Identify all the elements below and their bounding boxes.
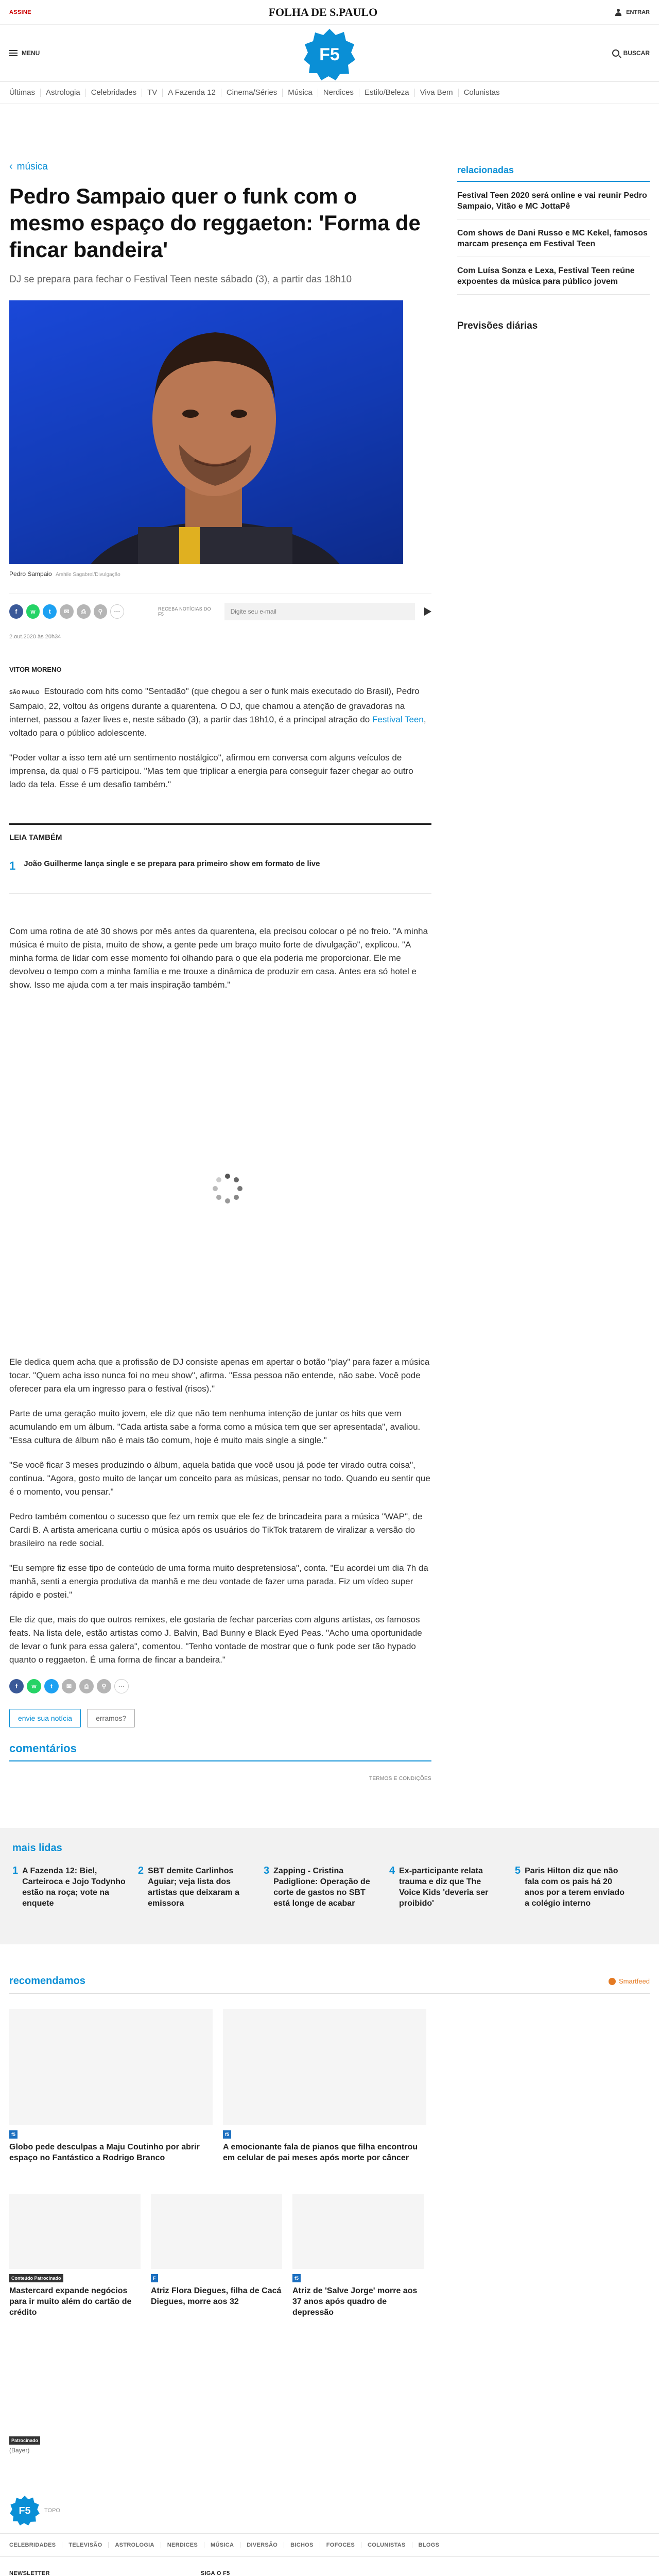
daily-horoscope-title: Previsões diárias [457,320,538,331]
source-badge: f5 [9,2130,18,2139]
section-kicker[interactable]: ‹ música [9,161,48,172]
whatsapp-share-icon[interactable]: w [27,1679,41,1693]
more-icon[interactable]: ··· [114,1679,129,1693]
chevron-left-icon: ‹ [9,161,13,172]
related-title: relacionadas [457,165,650,182]
read-also-item[interactable]: 1 João Guilherme lança single e se prepara para primeiro show em formato de live [9,859,431,894]
folha-logo[interactable]: FOLHA DE S.PAULO [268,5,378,19]
recommended-card[interactable]: f5 A emocionante fala de pianos que filha encontrou em celular de pai meses após morte por câncer [223,2009,426,2163]
paragraph: "Se você ficar 3 meses produzindo o álbum, aquela batida que você usou já pode ter virado outra coisa", continua. "Agora, gosto muito de lançar um conceito para as músicas, pensar no todo. Quando eu sentir que é o momento, vou pensar." [9,1460,430,1497]
paragraph: Ele dedica quem acha que a profissão de DJ consiste apenas em apertar o botão "play" para fazer a música tocar. "Quem acha isso nunca foi no meu show", afirma. "Essa pessoa não entende, não sabe. Você pode oferecer para ela um ingresso para o festival (risos)." [9,1357,430,1394]
card-thumbnail [9,2009,213,2125]
footer-newsletter-label: NEWSLETTER [9,2570,50,2576]
photo-caption: Pedro Sampaio Arshile Sagabrel/Divulgação [9,570,120,578]
article-headline: Pedro Sampaio quer o funk com o mesmo espaço do reggaeton: 'Forma de fincar bandeira' [9,184,421,262]
portrait-illustration [9,300,403,564]
paragraph: SÃO PAULO Estourado com hits como "Sentadão" (que chegou a ser o funk mais executado do Brasil), Pedro Sampaio, 22, voltou às origens durante a quarentena. O DJ, que chamou a atenção de gravadoras na internet, passou a fazer lives e, neste sábado (3), a partir das 18h10, é a principal atração do Festival Teen, voltado para o público adolescente. [9,686,426,738]
read-also-box [9,823,431,894]
footer-nav-item[interactable]: ASTROLOGIA [109,2542,161,2548]
utility-bar [0,0,659,25]
loading-spinner-icon [211,1172,244,1205]
source-badge: F [151,2274,158,2282]
email-share-icon[interactable]: ✉ [60,604,74,619]
user-icon [615,9,622,16]
footer-brand [0,2495,659,2526]
footer-nav-item[interactable]: FOFOCES [320,2542,361,2548]
back-to-top-link[interactable]: TOPO [44,2507,60,2514]
more-icon[interactable]: ··· [110,604,124,619]
paragraph: "Eu sempre fiz esse tipo de conteúdo de uma forma muito despretensiosa", conta. "Eu acordei um dia 7h da manhã, senti a energia produtiva da manhã e me deu vontade de fazer uma parada. Fiz um vídeo super rápido e postei." [9,1563,428,1600]
twitter-share-icon[interactable]: t [44,1679,59,1693]
recommended-card[interactable]: F Atriz Flora Diegues, filha de Cacá Diegues, morre aos 32 [151,2194,282,2318]
newsletter-inline: RECEBA NOTÍCIAS DO F5 Digite seu e-mail [158,603,431,620]
comments-title: comentários [9,1742,431,1761]
footer-bottom [0,2557,659,2576]
site-header [0,25,659,81]
svg-text:F5: F5 [19,2505,31,2517]
paragraph: Pedro também comentou o sucesso que fez um remix que ele fez de brincadeira para a música "WAP", de Cardi B. A artista americana curtiu o música após os usuários do TikTok tratarem de viralizar a versão do brasileiro na rede social. [9,1512,423,1548]
nav-item-estilo-beleza[interactable]: Estilo/Beleza [359,89,415,97]
sponsored-badge: Conteúdo Patrocinado [9,2274,63,2282]
copyright-notice [354,2570,650,2576]
nav-item-celebridades[interactable]: Celebridades [86,89,142,97]
email-share-icon[interactable]: ✉ [62,1679,76,1693]
footer-nav-item[interactable]: DIVERSÃO [240,2542,284,2548]
facebook-share-icon[interactable]: f [9,1679,24,1693]
f5-logo[interactable] [303,28,356,81]
nav-item-viva-bem[interactable]: Viva Bem [415,89,459,97]
nav-item-ultimas[interactable]: Últimas [9,89,41,97]
nav-item-cinema-series[interactable]: Cinema/Séries [221,89,283,97]
nav-item-colunistas[interactable]: Colunistas [463,88,500,97]
sidebar [457,104,650,1782]
newsletter-email-input[interactable] [224,603,415,620]
terms-link[interactable]: TERMOS E CONDIÇÕES [369,1776,431,1782]
search-button[interactable]: BUSCAR [612,49,650,57]
sponsor-name: (Bayer) [9,2447,30,2454]
recommended-title: recomendamos [9,1975,85,1987]
link-icon[interactable]: ⚲ [97,1679,111,1693]
sponsored-card[interactable] [9,2431,650,2454]
smartfeed-brand[interactable]: Smartfeed [609,1977,650,1985]
most-read-item[interactable]: 3 Zapping - Cristina Padiglione: Operação de corte de gastos no SBT está longe de acabar [264,1865,370,1908]
print-icon[interactable]: ⎙ [77,604,91,619]
send-news-button[interactable]: envie sua notícia [9,1709,81,1727]
footer-nav-item[interactable]: NERDICES [161,2542,204,2548]
link-icon[interactable]: ⚲ [94,604,108,619]
send-icon[interactable] [424,607,431,616]
nav-item-a-fazenda[interactable]: A Fazenda 12 [163,89,221,97]
paragraph: Parte de uma geração muito jovem, ele diz que não tem nenhuma intenção de juntar os hits que vem acumulando em um álbum. "Cada artista sabe a forma como a música tem que ser apresentada", avaliou. "Essa cultura de álbum não é mais tão comum, hoje é muito mais single a single." [9,1409,421,1445]
card-thumbnail [9,2194,141,2269]
publish-date: 2.out.2020 às 20h34 [9,634,61,640]
footer-nav-item[interactable]: COLUNISTAS [361,2542,412,2548]
follow-label: SIGA O F5 [200,2570,230,2576]
source-badge: f5 [223,2130,231,2139]
subscribe-link[interactable]: ASSINE [9,9,31,15]
article-subhead: DJ se prepara para fechar o Festival Teen neste sábado (3), a partir das 18h10 [9,274,352,285]
nav-item-musica[interactable]: Música [283,89,318,97]
card-thumbnail [223,2009,426,2125]
menu-button[interactable]: MENU [9,49,40,57]
related-item[interactable]: Com shows de Dani Russo e MC Kekel, famosos marcam presença em Festival Teen [457,219,650,257]
most-read [0,1828,659,1944]
card-thumbnail [151,2194,282,2269]
author-name[interactable]: VITOR MORENO [9,666,62,673]
related-item[interactable]: Com Luísa Sonza e Lexa, Festival Teen reúne expoentes da música para público jovem [457,257,650,295]
share-bar-bottom [9,1679,431,1693]
most-read-title: mais lidas [12,1842,62,1854]
related-item[interactable]: Festival Teen 2020 será online e vai reunir Pedro Sampaio, Vitão e MC JottaPê [457,182,650,219]
paragraph: "Poder voltar a isso tem até um sentimento nostálgico", afirmou em conversa com alguns veículos de imprensa, da qual o F5 participou. "Mas tem que triplicar a energia para conseguir fazer chegar ao outro lado da tela. Esse é um desafio também." [9,753,413,789]
article-actions [9,1709,431,1727]
most-read-item[interactable]: 4 Ex-participante relata trauma e diz que The Voice Kids 'deveria ser proibido' [389,1865,489,1908]
section-nav [0,81,659,104]
twitter-share-icon[interactable]: t [43,604,57,619]
login-button[interactable]: ENTRAR [615,9,650,16]
recommended-card[interactable]: f5 Atriz de 'Salve Jorge' morre aos 37 anos após quadro de depressão [292,2194,424,2318]
most-read-item[interactable]: 2 SBT demite Carlinhos Aguiar; veja lista dos artistas que deixaram a emissora [138,1865,239,1908]
footer-nav-item[interactable]: BICHOS [284,2542,320,2548]
report-error-button[interactable]: erramos? [87,1709,135,1727]
hamburger-icon [9,50,18,56]
nav-item-astrologia[interactable]: Astrologia [41,89,86,97]
recommended-card[interactable]: Conteúdo Patrocinado Mastercard expande negócios para ir muito além do cartão de crédito [9,2194,141,2318]
most-read-item[interactable]: 5 Paris Hilton diz que não fala com os pais há 20 anos por a terem enviado a colégio interno [515,1865,625,1908]
article [9,104,431,1782]
print-icon[interactable]: ⎙ [79,1679,94,1693]
sponsored-badge: Patrocinado [9,2436,40,2445]
footer-nav-item[interactable]: CELEBRIDADES [9,2542,62,2548]
whatsapp-share-icon[interactable]: w [26,604,40,619]
card-thumbnail [292,2194,424,2269]
video-embed[interactable] [9,1009,431,1344]
footer-nav-item[interactable]: MÚSICA [204,2542,240,2548]
source-badge: f5 [292,2274,301,2282]
nav-item-nerdices[interactable]: Nerdices [318,89,359,97]
most-read-list [12,1866,647,1909]
read-also-title: LEIA TAMBÉM [9,833,62,842]
footer-nav [0,2533,659,2557]
footer-nav-item[interactable]: BLOGS [418,2542,440,2548]
smartfeed-icon [609,1978,616,1985]
recommended [0,1975,659,2454]
footer-nav-item[interactable]: TELEVISÃO [62,2542,109,2548]
facebook-share-icon[interactable]: f [9,604,23,619]
festival-teen-link[interactable]: Festival Teen [372,715,424,724]
svg-text:F5: F5 [319,45,340,64]
nav-item-tv[interactable]: TV [142,89,163,97]
share-bar [9,593,431,620]
paragraph: Ele diz que, mais do que outros remixes, ele gostaria de fechar parcerias com alguns artistas, os famosos feats. Na lista dele, estão artistas como J. Balvin, Bad Bunny e Black Eyed Peas. "Acho uma oportunidade de levar o funk para essa galera", comentou. "Tenho vontade de mostrar que o funk pode ser tão hypado quanto o reggaeton. É uma forma de fincar a bandeira." [9,1615,422,1665]
recommended-card[interactable]: f5 Globo pede desculpas a Maju Coutinho por abrir espaço no Fantástico a Rodrigo Branco [9,2009,213,2163]
most-read-item[interactable]: 1 A Fazenda 12: Biel, Carteiroca e Jojo Todynho estão na roça; vote na enquete [12,1865,126,1908]
paragraph: Com uma rotina de até 30 shows por mês antes da quarentena, ela precisou colocar o pé no freio. "A minha música é muito de pista, muito de show, a gente pede um braço muito forte de divulgação", explicou. "A minha forma de lidar com esse momento foi olhando para o que ela poderia me proporcionar. Ele me devolveu o tempo com a minha família e me trouxe a dinâmica de produzir em casa. Antes era só hotel e show. Isso me ajuda com a ter mais inspiração também." [9,926,428,990]
article-photo [9,300,403,564]
photo-credit: Arshile Sagabrel/Divulgação [56,572,120,578]
search-icon [612,49,619,57]
f5-footer-logo[interactable] [9,2495,40,2526]
